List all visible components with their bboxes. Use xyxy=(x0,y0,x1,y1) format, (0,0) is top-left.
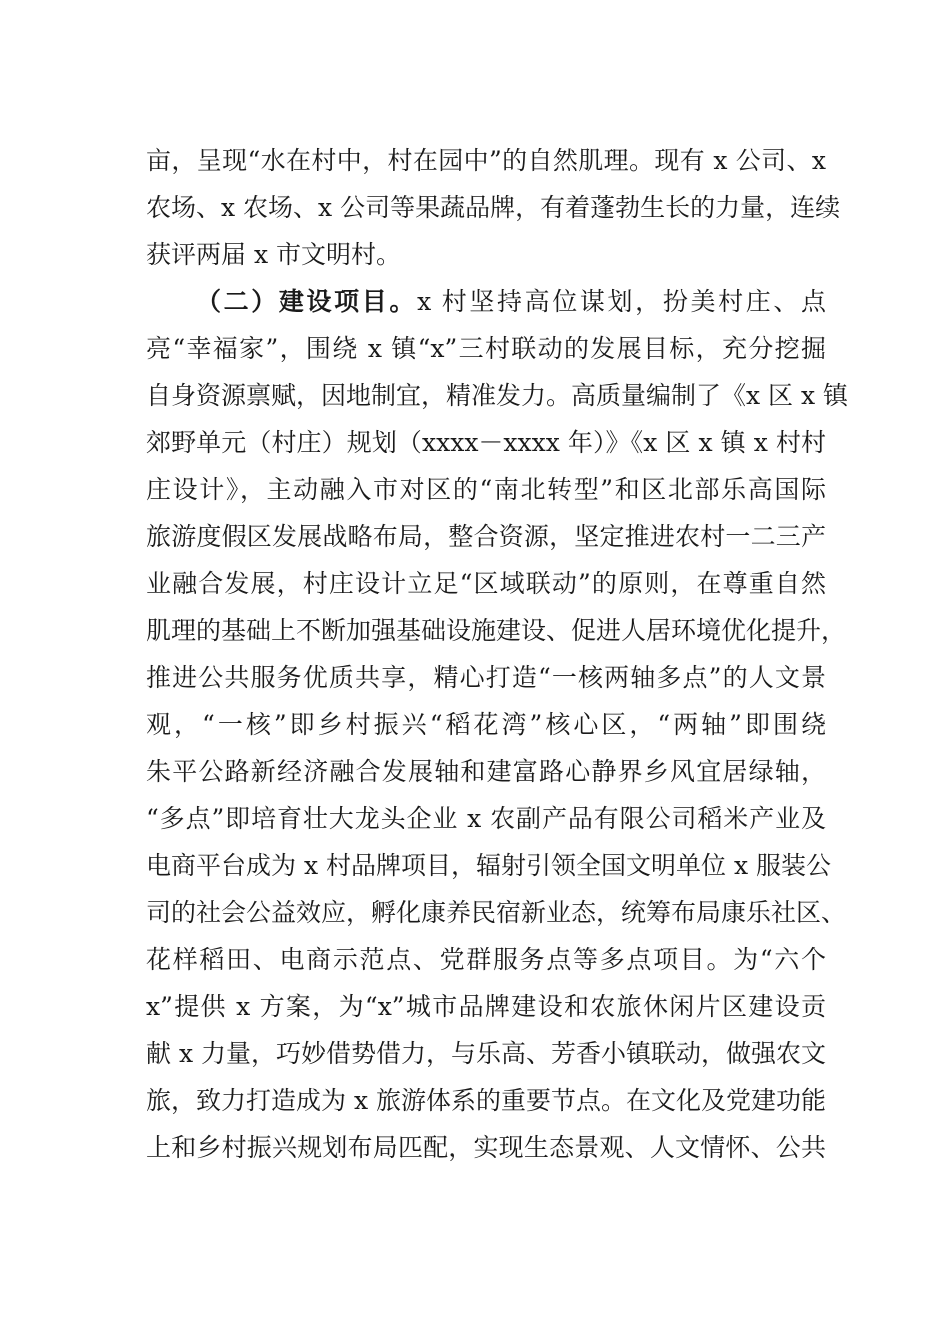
paragraph-2-line-15: 花样稻田、电商示范点、党群服务点等多点项目。为“六个 xyxy=(146,945,826,974)
paragraph-2-line-19: 上和乡村振兴规划布局匹配，实现生态景观、人文情怀、公共 xyxy=(146,1133,826,1162)
section-heading: （二）建设项目。 xyxy=(196,287,418,316)
paragraph-2-line-10: 观，“一核”即乡村振兴“稻花湾”核心区，“两轴”即围绕 xyxy=(146,710,826,739)
paragraph-1-line-3: 获评两届 x 市文明村。 xyxy=(146,240,401,269)
paragraph-2-line-3: 自身资源禀赋，因地制宜，精准发力。高质量编制了《x 区 x 镇 xyxy=(146,381,849,410)
paragraph-2-line-2: 亮“幸福家”，围绕 x 镇“x”三村联动的发展目标，充分挖掘 xyxy=(146,334,826,363)
paragraph-2-line-13: 电商平台成为 x 村品牌项目，辐射引领全国文明单位 x 服装公 xyxy=(146,851,831,880)
paragraph-2-line-12: “多点”即培育壮大龙头企业 x 农副产品有限公司稻米产业及 xyxy=(146,804,826,833)
paragraph-1-line-2: 农场、x 农场、x 公司等果蔬品牌，有着蓬勃生长的力量，连续 xyxy=(146,193,841,222)
paragraph-2-line-1 xyxy=(196,284,826,320)
paragraph-2-line-14: 司的社会公益效应，孵化康养民宿新业态，统筹布局康乐社区、 xyxy=(146,898,847,927)
paragraph-2-line-9: 推进公共服务优质共享，精心打造“一核两轴多点”的人文景 xyxy=(146,663,826,692)
paragraph-2-line-16: x”提供 x 方案，为“x”城市品牌建设和农旅休闲片区建设贡 xyxy=(146,992,826,1021)
paragraph-2-line-5: 庄设计》，主动融入市对区的“南北转型”和区北部乐高国际 xyxy=(146,475,826,504)
paragraph-2-line-4: 郊野单元（村庄）规划（xxxx－xxxx 年）》《x 区 x 镇 x 村村 xyxy=(146,428,826,457)
paragraph-2-line-6: 旅游度假区发展战略布局，整合资源，坚定推进农村一二三产 xyxy=(146,522,826,551)
paragraph-2-line-1-text: x 村坚持高位谋划，扮美村庄、点 xyxy=(417,287,826,316)
paragraph-2-line-7: 业融合发展，村庄设计立足“区域联动”的原则，在尊重自然 xyxy=(146,569,826,598)
paragraph-2-line-17: 献 x 力量，巧妙借势借力，与乐高、芳香小镇联动，做强农文 xyxy=(146,1039,826,1068)
paragraph-1-line-1: 亩，呈现“水在村中，村在园中”的自然肌理。现有 x 公司、x xyxy=(146,146,826,175)
paragraph-2-line-11: 朱平公路新经济融合发展轴和建富路心静界乡风宜居绿轴， xyxy=(146,757,826,786)
paragraph-2-line-18: 旅，致力打造成为 x 旅游体系的重要节点。在文化及党建功能 xyxy=(146,1086,826,1115)
paragraph-2-line-8: 肌理的基础上不断加强基础设施建设、促进人居环境优化提升， xyxy=(146,616,847,645)
